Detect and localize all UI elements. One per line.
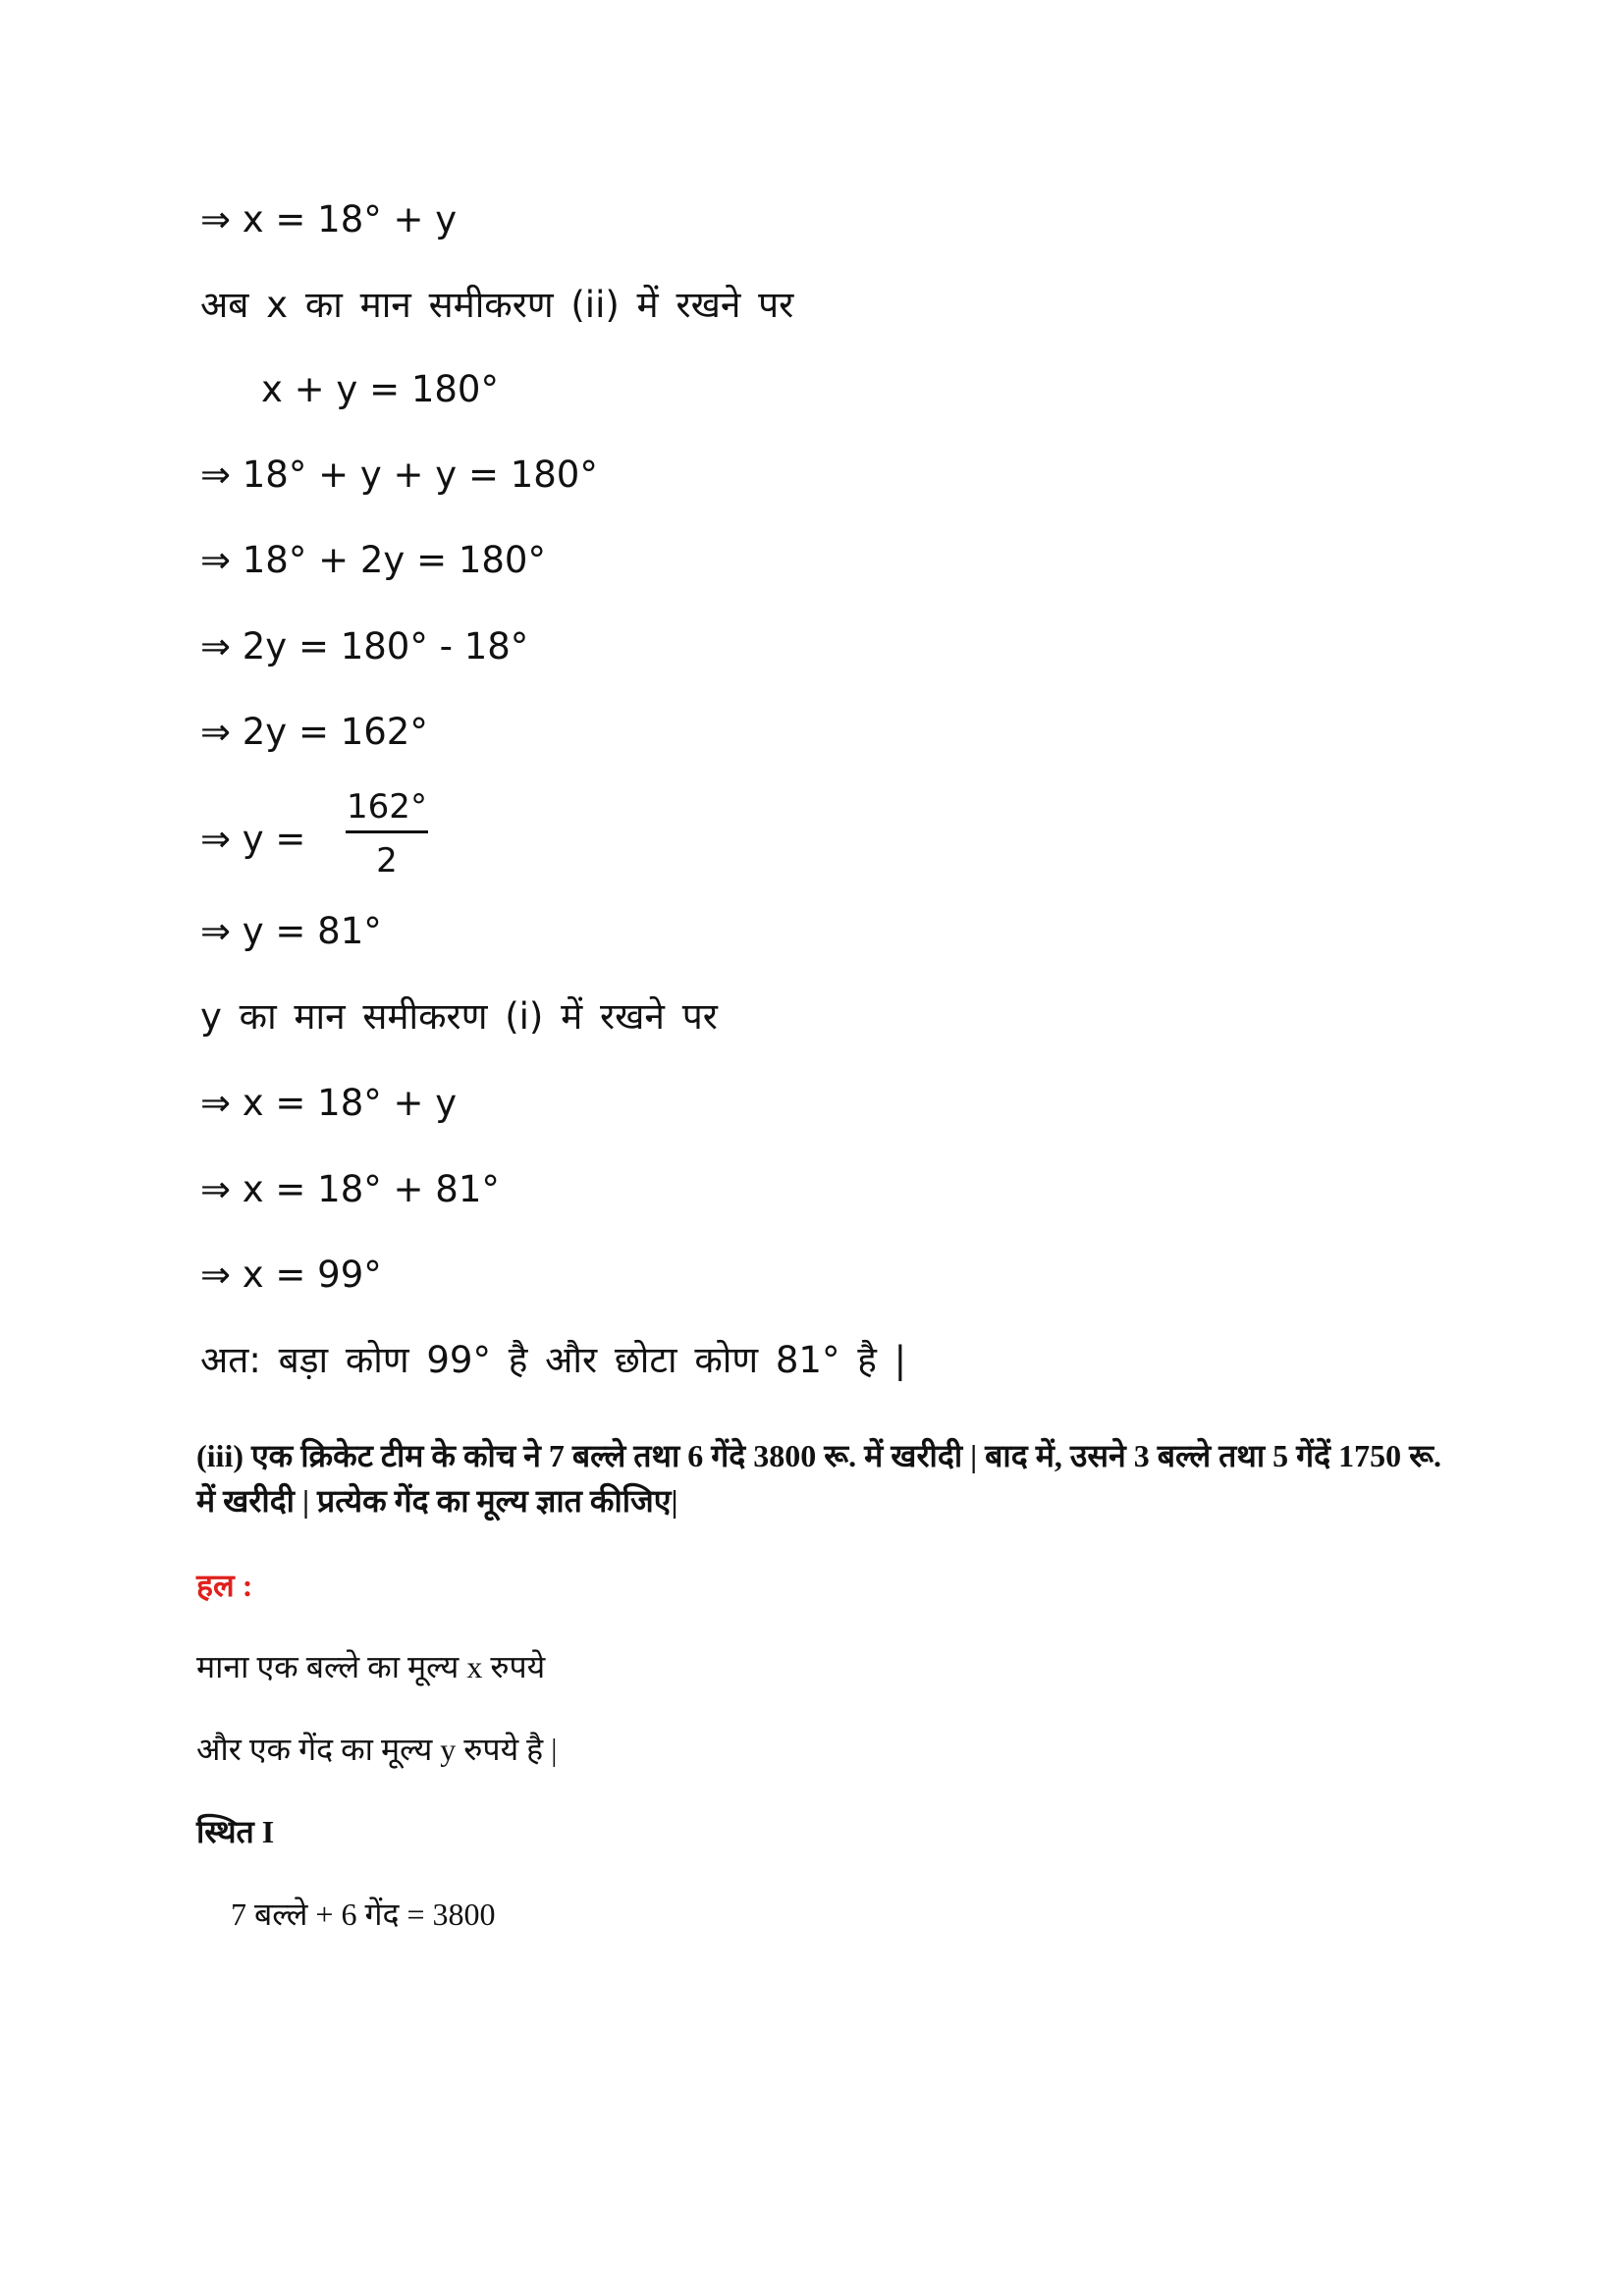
- equation-line: ⇒ 2y = 162°: [200, 711, 428, 753]
- equation-line: ⇒ y = 81°: [200, 910, 382, 952]
- equation-line: ⇒ x = 18° + y: [200, 1082, 458, 1124]
- equation-line: ⇒ x = 18° + 81°: [200, 1168, 500, 1210]
- equation-line: x + y = 180°: [261, 368, 499, 410]
- fraction-bar: [346, 830, 428, 833]
- fraction-numerator: 162°: [347, 787, 427, 827]
- step-heading: y का मान समीकरण (i) में रखने पर: [200, 995, 718, 1038]
- equation-line: ⇒ x = 18° + y: [200, 198, 458, 240]
- question-text: (iii) एक क्रिकेट टीम के कोच ने 7 बल्ले तथा 6 गेंदे 3800 रू. में खरीदी | बाद में, उसने 3 बल्ले तथा 5 गेंदें 1750 रू. में खरीदी | प्रत्येक गेंद का मूल्य ज्ञात कीजिए|: [196, 1438, 1442, 1519]
- assumption-line: माना एक बल्ले का मूल्य x रुपये: [196, 1649, 546, 1684]
- fraction: [346, 785, 428, 882]
- solution-label: हल :: [196, 1568, 253, 1603]
- equation-line: ⇒ 2y = 180° - 18°: [200, 625, 529, 667]
- equation-line: ⇒ 18° + y + y = 180°: [200, 454, 598, 496]
- case-equation: 7 बल्ले + 6 गेंद = 3800: [231, 1896, 496, 1932]
- fraction-denominator: 2: [376, 841, 398, 881]
- step-heading: अब x का मान समीकरण (ii) में रखने पर: [200, 284, 794, 326]
- equation-line: ⇒ 18° + 2y = 180°: [200, 539, 546, 581]
- fraction-lhs: ⇒ y =: [200, 818, 306, 860]
- case-label: स्थित I: [196, 1814, 275, 1849]
- assumption-line: और एक गेंद का मूल्य y रुपये है |: [196, 1732, 558, 1767]
- equation-line: ⇒ x = 99°: [200, 1254, 382, 1296]
- conclusion-line: अत: बड़ा कोण 99° है और छोटा कोण 81° है |: [200, 1339, 907, 1381]
